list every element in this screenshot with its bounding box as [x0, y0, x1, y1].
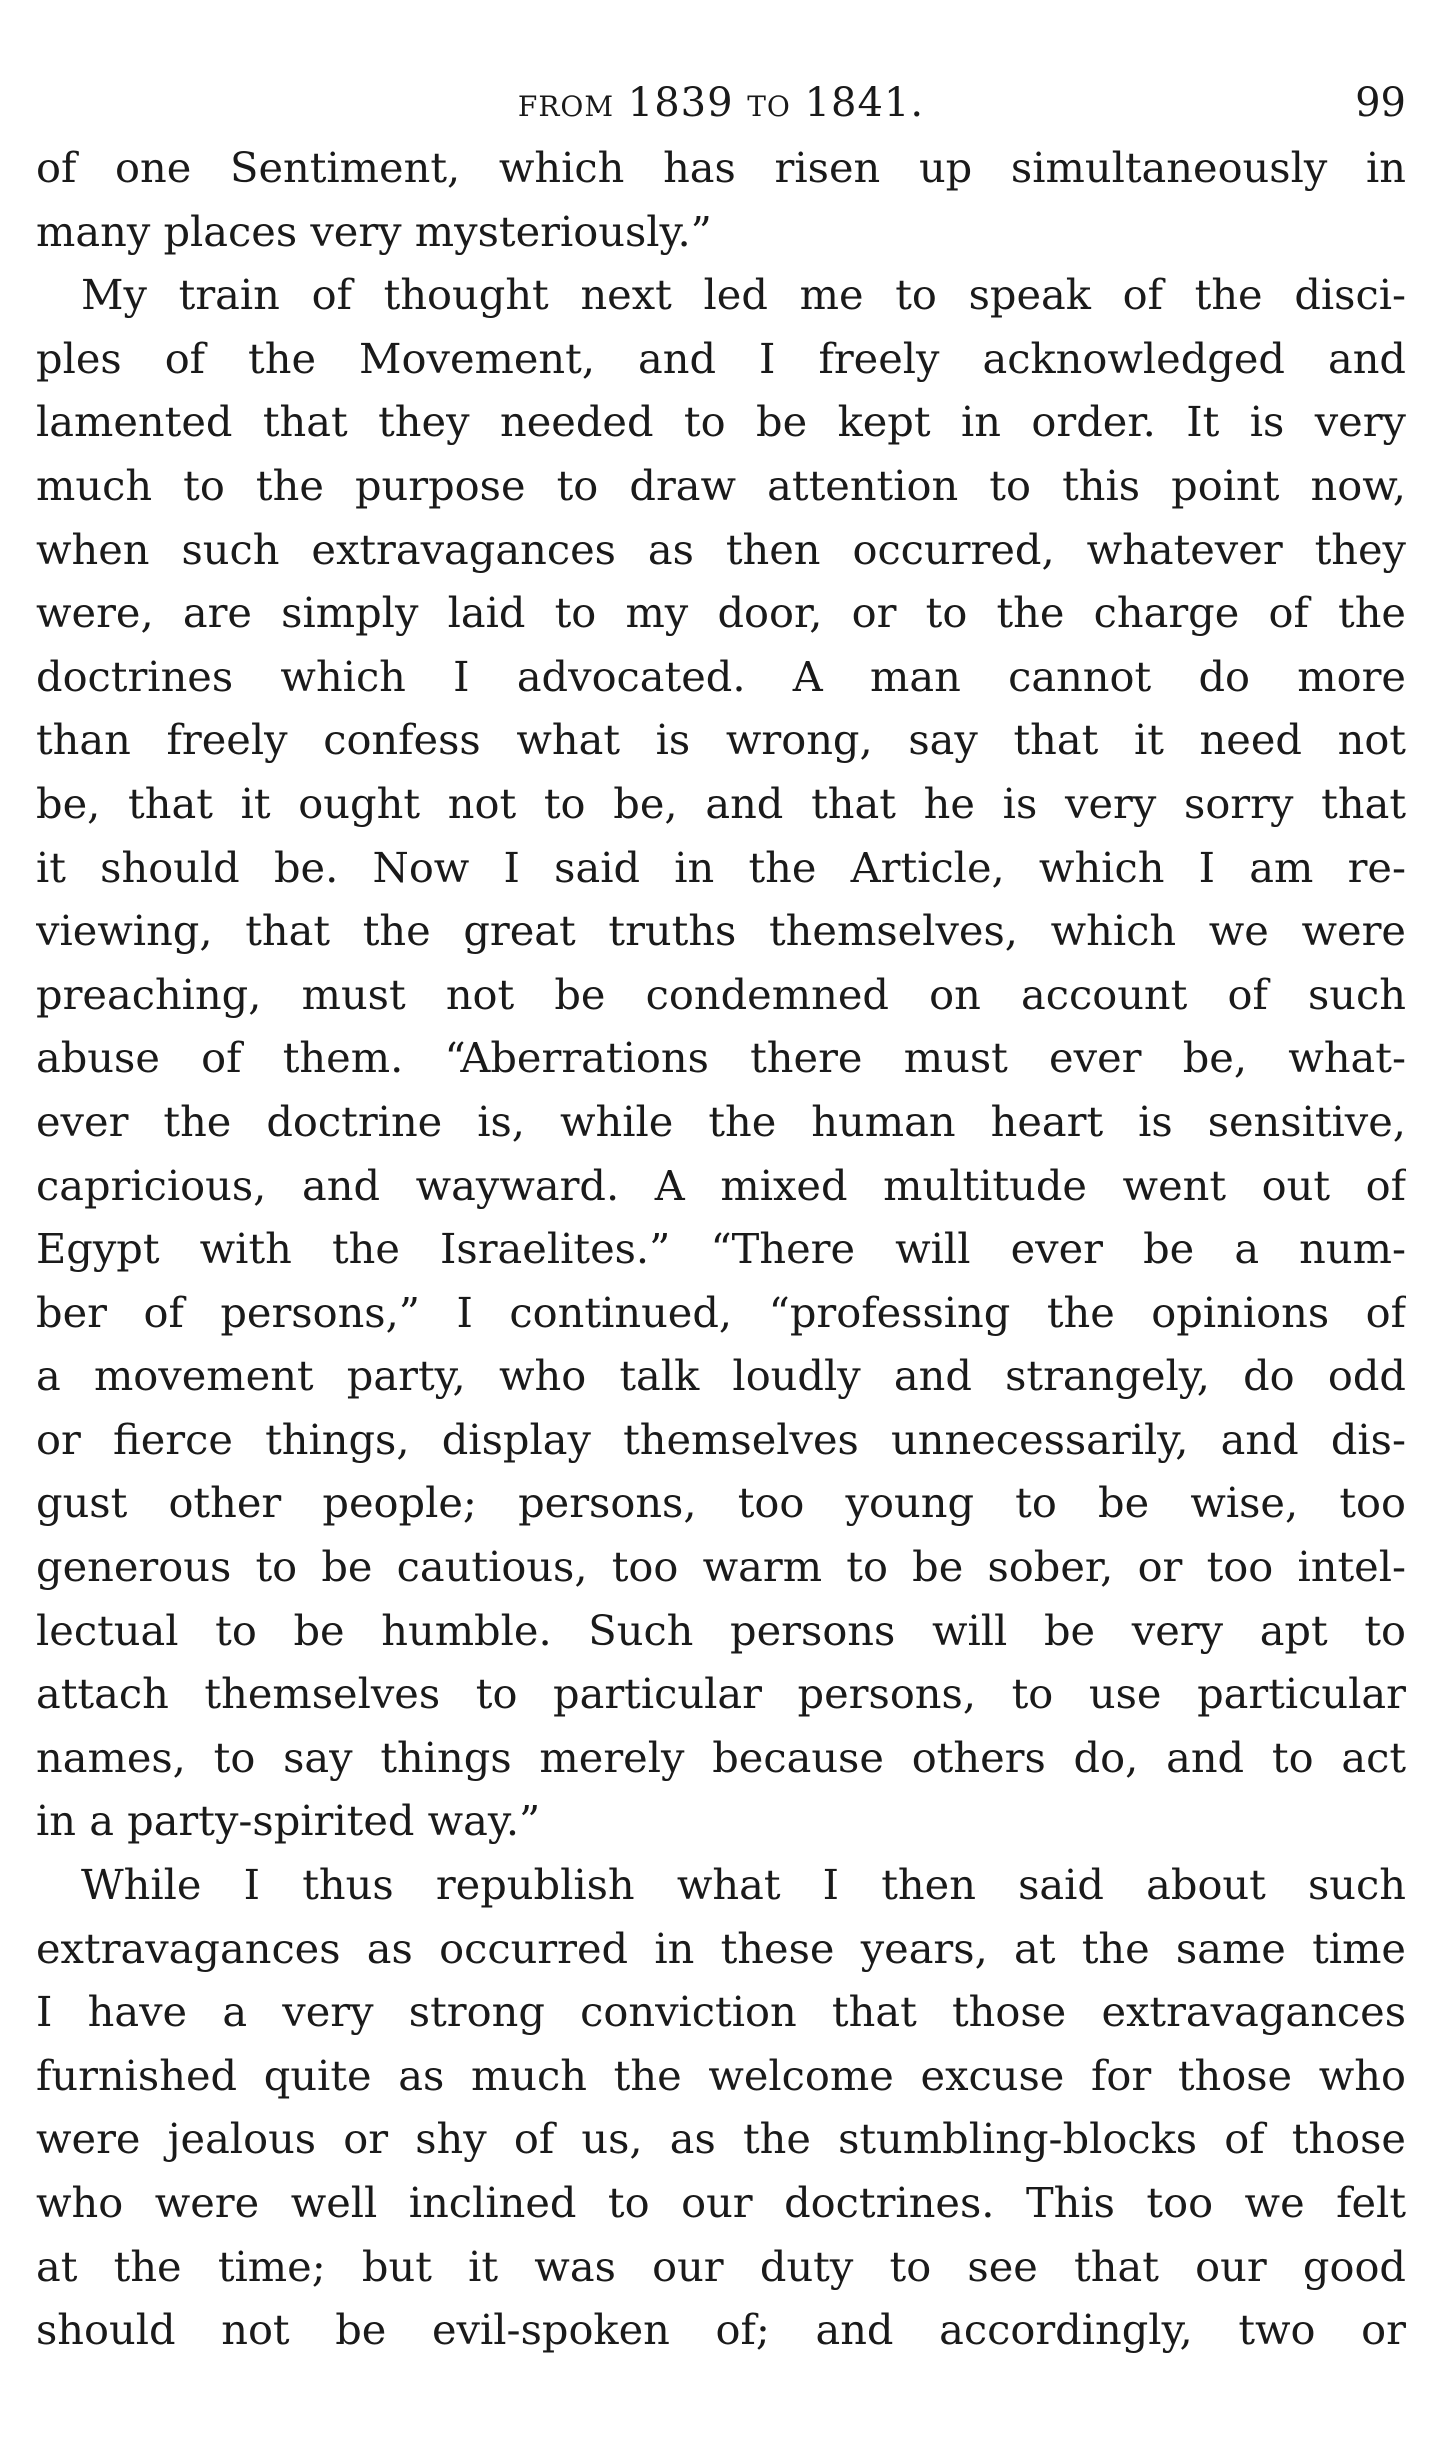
text-line: lectual to be humble. Such persons will be very apt to: [36, 1605, 1406, 1655]
text-line: ples of the Movement, and I freely acknowledged and: [36, 333, 1406, 383]
text-line: Egypt with the Israelites.” “There will ever be a num-: [36, 1224, 1406, 1274]
paragraph-3: [36, 1853, 1406, 2362]
text-line: a movement party, who talk loudly and strangely, do odd: [36, 1351, 1406, 1401]
running-title: from 1839 to 1841.: [517, 80, 925, 126]
text-line: attach themselves to particular persons, to use particular: [36, 1669, 1406, 1719]
paragraph-2: [36, 263, 1406, 1853]
text-line: I have a very strong conviction that those extravagances: [36, 1987, 1406, 2037]
text-line: were jealous or shy of us, as the stumbling-blocks of those: [36, 2114, 1406, 2164]
book-page: [36, 70, 1406, 2440]
text-line: at the time; but it was our duty to see that our good: [36, 2241, 1406, 2291]
text-line: of one Sentiment, which has risen up simultaneously in: [36, 143, 1406, 192]
text-line: ber of persons,” I continued, “professing the opinions of: [36, 1287, 1406, 1337]
running-head: [36, 70, 1406, 136]
text-line: when such extravagances as then occurred, whatever they: [36, 524, 1406, 574]
text-line: viewing, that the great truths themselves, which we were: [36, 906, 1406, 956]
text-line: My train of thought next led me to speak of the disci-: [81, 270, 1406, 320]
text-line: names, to say things merely because others do, and to act: [36, 1732, 1406, 1782]
text-line: in a party-spirited way.”: [36, 1796, 541, 1846]
text-line: furnished quite as much the welcome excuse for those who: [36, 2050, 1406, 2100]
text-line: gust other people; persons, too young to be wise, too: [36, 1478, 1406, 1528]
text-line: who were well inclined to our doctrines. This too we felt: [36, 2178, 1406, 2227]
text-line: were, are simply laid to my door, or to the charge of the: [36, 588, 1406, 638]
text-line: ever the doctrine is, while the human heart is sensitive,: [36, 1096, 1406, 1146]
page-number: 99: [1355, 80, 1406, 126]
text-line: than freely confess what is wrong, say that it need not: [36, 715, 1406, 765]
text-line: generous to be cautious, too warm to be sober, or too intel-: [36, 1542, 1406, 1592]
text-line: preaching, must not be condemned on account of such: [36, 969, 1406, 1019]
text-line: much to the purpose to draw attention to this point now,: [36, 460, 1406, 510]
text-line: many places very mysteriously.”: [36, 206, 712, 256]
text-line: should not be evil-spoken of; and accordingly, two or: [36, 2305, 1406, 2355]
text-line: lamented that they needed to be kept in order. It is very: [36, 397, 1406, 447]
text-line: be, that it ought not to be, and that he is very sorry that: [36, 778, 1406, 828]
text-line: abuse of them. “Aberrations there must ever be, what-: [36, 1033, 1406, 1083]
text-line: it should be. Now I said in the Article, which I am re-: [36, 842, 1406, 892]
text-line: or fierce things, display themselves unnecessarily, and dis-: [36, 1414, 1406, 1464]
body-text: [36, 136, 1406, 2362]
paragraph-1: [36, 136, 1406, 263]
text-line: capricious, and wayward. A mixed multitude went out of: [36, 1160, 1406, 1210]
text-line: While I thus republish what I then said about such: [81, 1860, 1406, 1910]
text-line: extravagances as occurred in these years, at the same time: [36, 1923, 1406, 1973]
text-line: doctrines which I advocated. A man cannot do more: [36, 651, 1406, 701]
